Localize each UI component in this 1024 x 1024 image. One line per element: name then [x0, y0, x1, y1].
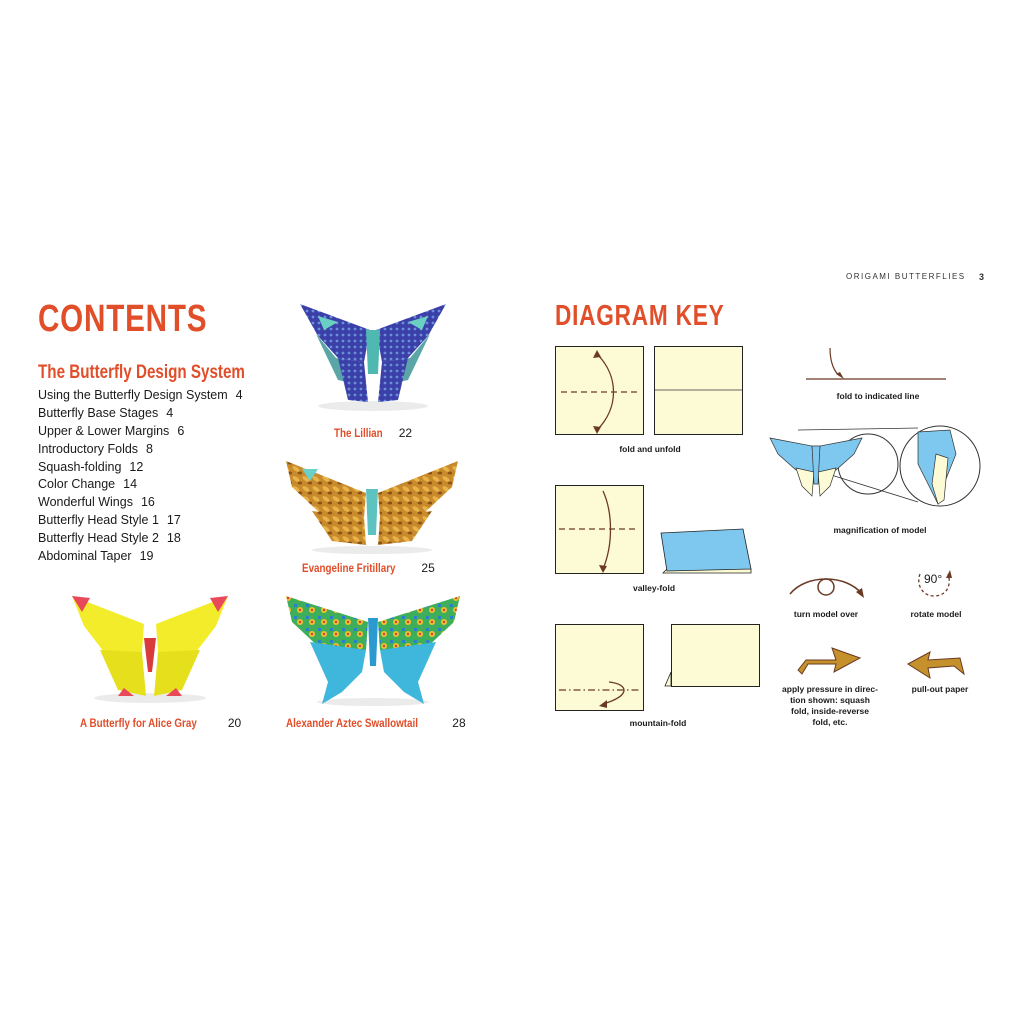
valley-fold-label: valley-fold	[632, 583, 676, 593]
toc-label: Butterfly Head Style 1	[38, 513, 159, 528]
toc-item[interactable]	[38, 476, 243, 494]
toc-page: 12	[129, 459, 144, 474]
toc-page: 18	[166, 531, 181, 546]
running-head: ORIGAMI BUTTERFLIES	[846, 272, 966, 281]
toc-list	[38, 387, 243, 566]
lillian-caption[interactable]	[334, 426, 412, 440]
model-name: A Butterfly for Alice Gray	[80, 716, 197, 730]
toc-label: Butterfly Base Stages	[38, 405, 159, 420]
toc-label: Color Change	[38, 477, 116, 492]
toc-item[interactable]	[38, 441, 243, 459]
evangeline-butterfly-image	[282, 455, 462, 555]
toc-page: 8	[146, 441, 153, 456]
alexander-swallowtail-image	[282, 592, 464, 708]
magnification-label: magnification of model	[833, 525, 927, 535]
alice-gray-caption[interactable]	[80, 716, 241, 730]
toc-item[interactable]	[38, 512, 243, 530]
fold-and-unfold-diagram	[555, 346, 745, 438]
toc-page: 6	[177, 423, 185, 438]
toc-item[interactable]	[38, 459, 243, 477]
toc-page: 17	[166, 513, 181, 528]
toc-item[interactable]	[38, 494, 243, 512]
turn-over-label: turn model over	[793, 609, 859, 619]
model-page: 20	[227, 716, 242, 730]
fold-and-unfold-label: fold and unfold	[619, 444, 681, 454]
model-name: Alexander Aztec Swallowtail	[286, 716, 418, 730]
toc-page: 4	[235, 388, 243, 402]
magnification-diagram	[768, 424, 982, 514]
page-number: 3	[979, 272, 985, 282]
mountain-fold-label: mountain-fold	[629, 718, 687, 728]
rotate-label: rotate model	[910, 609, 962, 619]
toc-item[interactable]	[38, 530, 243, 548]
lillian-butterfly-image	[298, 302, 448, 412]
turn-over-icon	[786, 572, 866, 602]
alexander-caption[interactable]	[286, 716, 466, 730]
toc-page: 4	[166, 405, 174, 420]
toc-label: Butterfly Head Style 2	[38, 531, 159, 546]
toc-label: Squash-folding	[38, 459, 122, 474]
toc-item[interactable]	[38, 423, 243, 441]
mountain-fold-diagram	[555, 624, 765, 714]
diagram-key-title: DIAGRAM KEY	[555, 300, 725, 332]
pull-out-label: pull-out paper	[911, 684, 969, 694]
toc-page: 14	[123, 477, 138, 492]
evangeline-caption[interactable]	[302, 561, 435, 575]
model-page: 28	[452, 716, 466, 730]
model-name: The Lillian	[334, 426, 383, 440]
toc-item[interactable]	[38, 548, 243, 566]
toc-item[interactable]	[38, 387, 243, 405]
model-page: 22	[398, 426, 413, 440]
apply-pressure-label: apply pressure in direc- tion shown: squash fold, inside-reverse fold, etc.	[782, 684, 878, 727]
rotate-degrees: 90°	[924, 572, 943, 586]
fold-to-line-diagram	[806, 346, 948, 382]
contents-title: CONTENTS	[38, 298, 208, 340]
toc-page: 16	[140, 495, 155, 510]
toc-label: Upper & Lower Margins	[38, 423, 170, 438]
toc-label: Using the Butterfly Design System	[38, 388, 228, 402]
toc-label: Wonderful Wings	[38, 495, 133, 510]
model-name: Evangeline Fritillary	[302, 561, 396, 575]
fold-to-line-label: fold to indicated line	[836, 391, 920, 401]
toc-label: Abdominal Taper	[38, 549, 132, 564]
valley-fold-diagram	[555, 485, 755, 579]
pull-out-arrow-icon	[906, 650, 966, 680]
toc-page: 19	[139, 549, 154, 564]
toc-item[interactable]	[38, 405, 243, 423]
apply-pressure-arrow-icon	[796, 644, 862, 676]
model-page: 25	[421, 561, 435, 575]
section-title: The Butterfly Design System	[38, 362, 245, 383]
alice-gray-butterfly-image	[70, 592, 230, 704]
toc-label: Introductory Folds	[38, 441, 139, 456]
